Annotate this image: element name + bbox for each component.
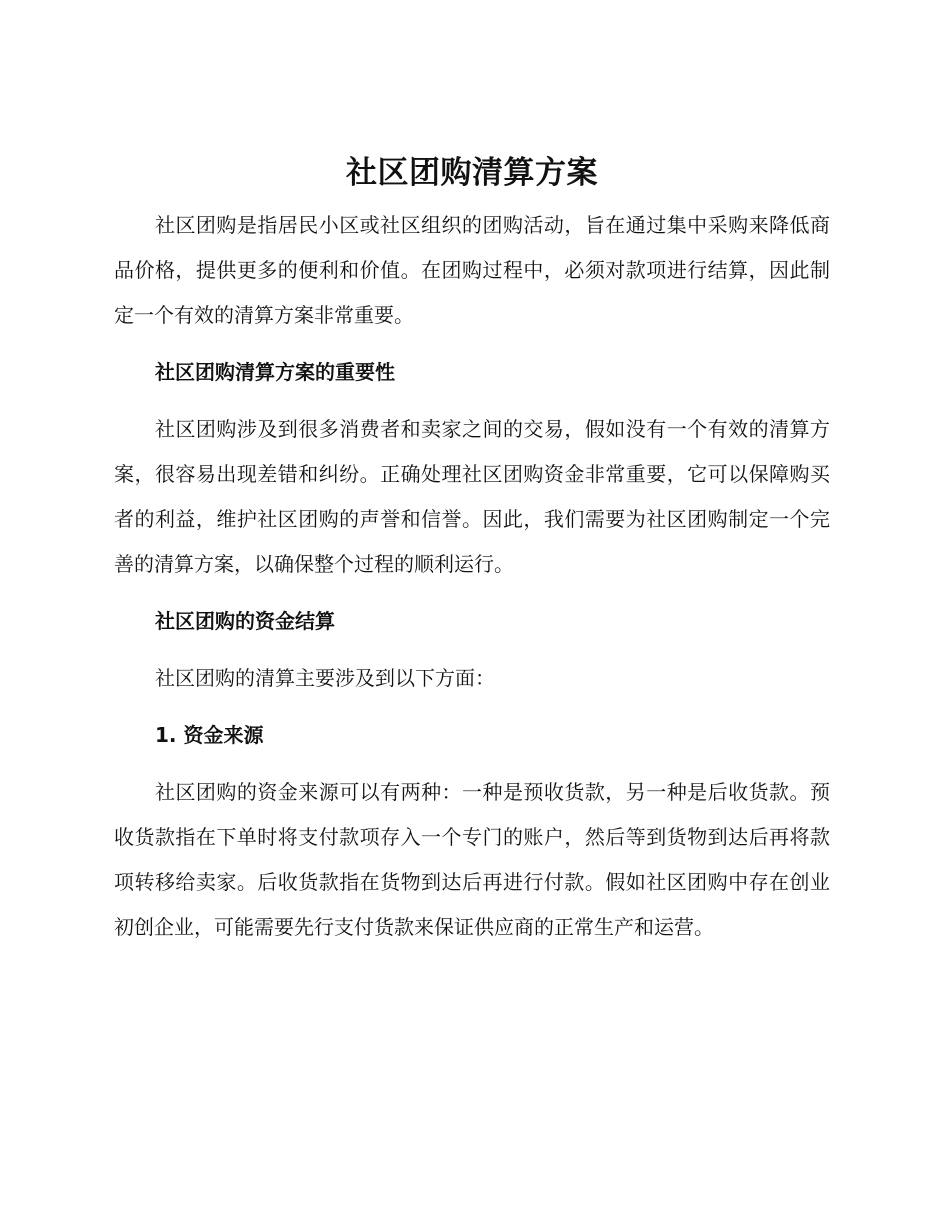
spacer [114,644,830,656]
fund-source-paragraph: 社区团购的资金来源可以有两种：一种是预收货款，另一种是后收货款。预收货款指在下单时将支付款项存入一个专门的账户，然后等到货物到达后再将款项转移给卖家。后收货款指在货物到达后再进行付款。假如社区团购中存在创业初创企业，可能需要先行支付货款来保证供应商的正常生产和运营。 [114,780,830,939]
spacer [114,587,830,599]
section-heading-importance: 社区团购清算方案的重要性 [155,360,395,384]
importance-paragraph: 社区团购涉及到很多消费者和卖家之间的交易，假如没有一个有效的清算方案，很容易出现差错和纠纷。正确处理社区团购资金非常重要，它可以保障购买者的利益，维护社区团购的声誉和信誉。因此，我们需要为社区团购制定一个完善的清算方案，以确保整个过程的顺利运行。 [114,417,830,576]
intro-paragraph: 社区团购是指居民小区或社区组织的团购活动，旨在通过集中采购来降低商品价格，提供更多的便利和价值。在团购过程中，必须对款项进行结算，因此制定一个有效的清算方案非常重要。 [114,213,830,327]
subsection-heading-fund-source: 1. 资金来源 [155,723,264,747]
spacer [114,758,830,770]
spacer [114,701,830,713]
document-title: 社区团购清算方案 [346,155,598,191]
spacer [114,395,830,407]
section-heading-fund-settlement: 社区团购的资金结算 [155,609,335,633]
document-page [114,150,830,950]
spacer [114,338,830,350]
fund-settlement-paragraph: 社区团购的清算主要涉及到以下方面： [155,666,495,690]
